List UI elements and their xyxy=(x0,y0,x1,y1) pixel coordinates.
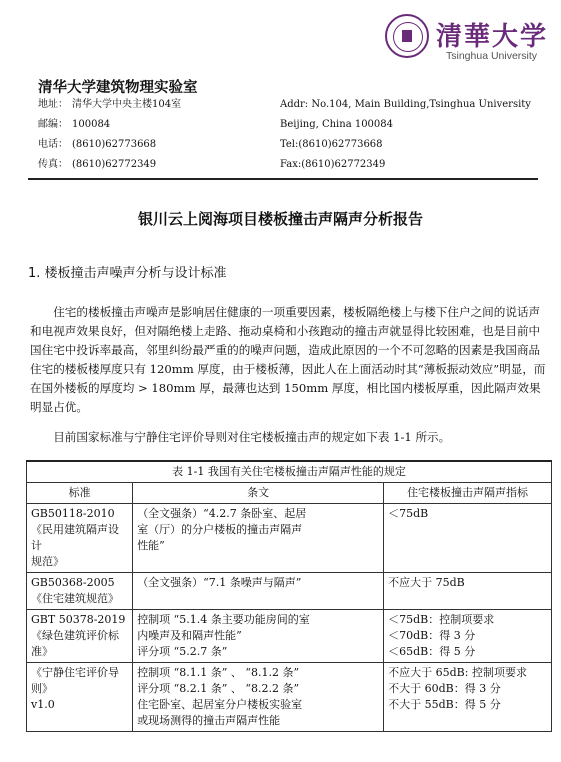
standards-table xyxy=(26,460,552,732)
lab-title: 清华大学建筑物理实验室 xyxy=(38,80,198,96)
header-index: 住宅楼板撞击声隔声指标 xyxy=(384,483,552,504)
report-title: 银川云上阅海项目楼板撞击声隔声分析报告 xyxy=(137,210,423,228)
phone-row: 电话： (8610)62773668 xyxy=(38,139,157,150)
section-heading: 1. 楼板撞击声噪声分析与设计标准 xyxy=(28,266,227,281)
header-divider xyxy=(28,178,538,180)
address-row: 地址： 清华大学中央主楼104室 xyxy=(38,99,182,110)
paragraph-2: 目前国家标准与宁静住宅评价导则对住宅楼板撞击声的规定如下表 1-1 所示。 xyxy=(53,430,451,444)
address-en: Addr: No.104, Main Building,Tsinghua University xyxy=(280,99,531,110)
cell-index: ＜75dB xyxy=(384,504,552,573)
tsinghua-seal-icon xyxy=(385,14,429,58)
logo-english-text: Tsinghua University xyxy=(446,50,538,62)
table-row xyxy=(27,663,552,732)
header-clause: 条文 xyxy=(133,483,384,504)
table-row xyxy=(27,610,552,663)
cell-standard: GB50118-2010 《民用建筑隔声设计 规范》 xyxy=(27,504,133,573)
table-row xyxy=(27,504,552,573)
cell-clause: （全文强条）“7.1 条噪声与隔声” xyxy=(133,573,384,610)
header-standard: 标准 xyxy=(27,483,133,504)
fax-en: Fax:(8610)62772349 xyxy=(280,159,386,170)
postcode-row: 邮编： 100084 xyxy=(38,119,111,130)
table-row xyxy=(27,573,552,610)
lab-info-left xyxy=(38,98,181,178)
lab-info-right xyxy=(280,98,531,178)
paragraph-1: 住宅的楼板撞击声噪声是影响居住健康的一项重要因素，楼板隔绝楼上与楼下住户之间的说话声和电视声效果良好，但对隔绝楼上走路、拖动桌椅和小孩跑动的撞击声就显得比较困难，也是目前中国住宅中投诉率最高，邻里纠纷最严重的的噪声问题，造成此原因的一个不可忽略的因素是我国商品住宅的楼板楼厚度只有 120mm 厚度，由于楼板薄，因此人在上面活动时其“薄板振动效应”明显，而在国外楼板的厚度均 > 180mm 厚，最薄也达到 150mm 厚度，相比国内楼板厚重，因此隔声效果明显占优。 xyxy=(30,305,546,414)
city-en: Beijing, China 100084 xyxy=(280,119,394,130)
table-caption: 表 1-1 我国有关住宅楼板撞击声隔声性能的规定 xyxy=(27,461,552,483)
logo-chinese-text: 清華大学 xyxy=(436,22,549,52)
cell-standard: GBT 50378-2019 《绿色建筑评价标准》 xyxy=(27,610,133,663)
cell-standard: 《宁静住宅评价导则》 v1.0 xyxy=(27,663,133,732)
cell-index: ＜75dB：控制项要求 ＜70dB：得 3 分 ＜65dB：得 5 分 xyxy=(384,610,552,663)
cell-clause: （全文强条）“4.2.7 条卧室、起居 室（厅）的分户楼板的撞击声隔声 性能” xyxy=(133,504,384,573)
cell-clause: 控制项 “5.1.4 条主要功能房间的室 内噪声及和隔声性能” 评分项 “5.2.7 条” xyxy=(133,610,384,663)
tel-en: Tel:(8610)62773668 xyxy=(280,139,383,150)
fax-row: 传真： (8610)62772349 xyxy=(38,159,157,170)
cell-index: 不应大于 75dB xyxy=(384,573,552,610)
cell-clause: 控制项 “8.1.1 条” 、 “8.1.2 条” 评分项 “8.2.1 条” 、 “8.2.2 条” 住宅卧室、起居室分户楼板实验室 或现场测得的撞击声隔声性能 xyxy=(133,663,384,732)
cell-standard: GB50368-2005 《住宅建筑规范》 xyxy=(27,573,133,610)
cell-index: 不应大于 65dB: 控制项要求 不大于 60dB：得 3 分 不大于 55dB：得 5 分 xyxy=(384,663,552,732)
